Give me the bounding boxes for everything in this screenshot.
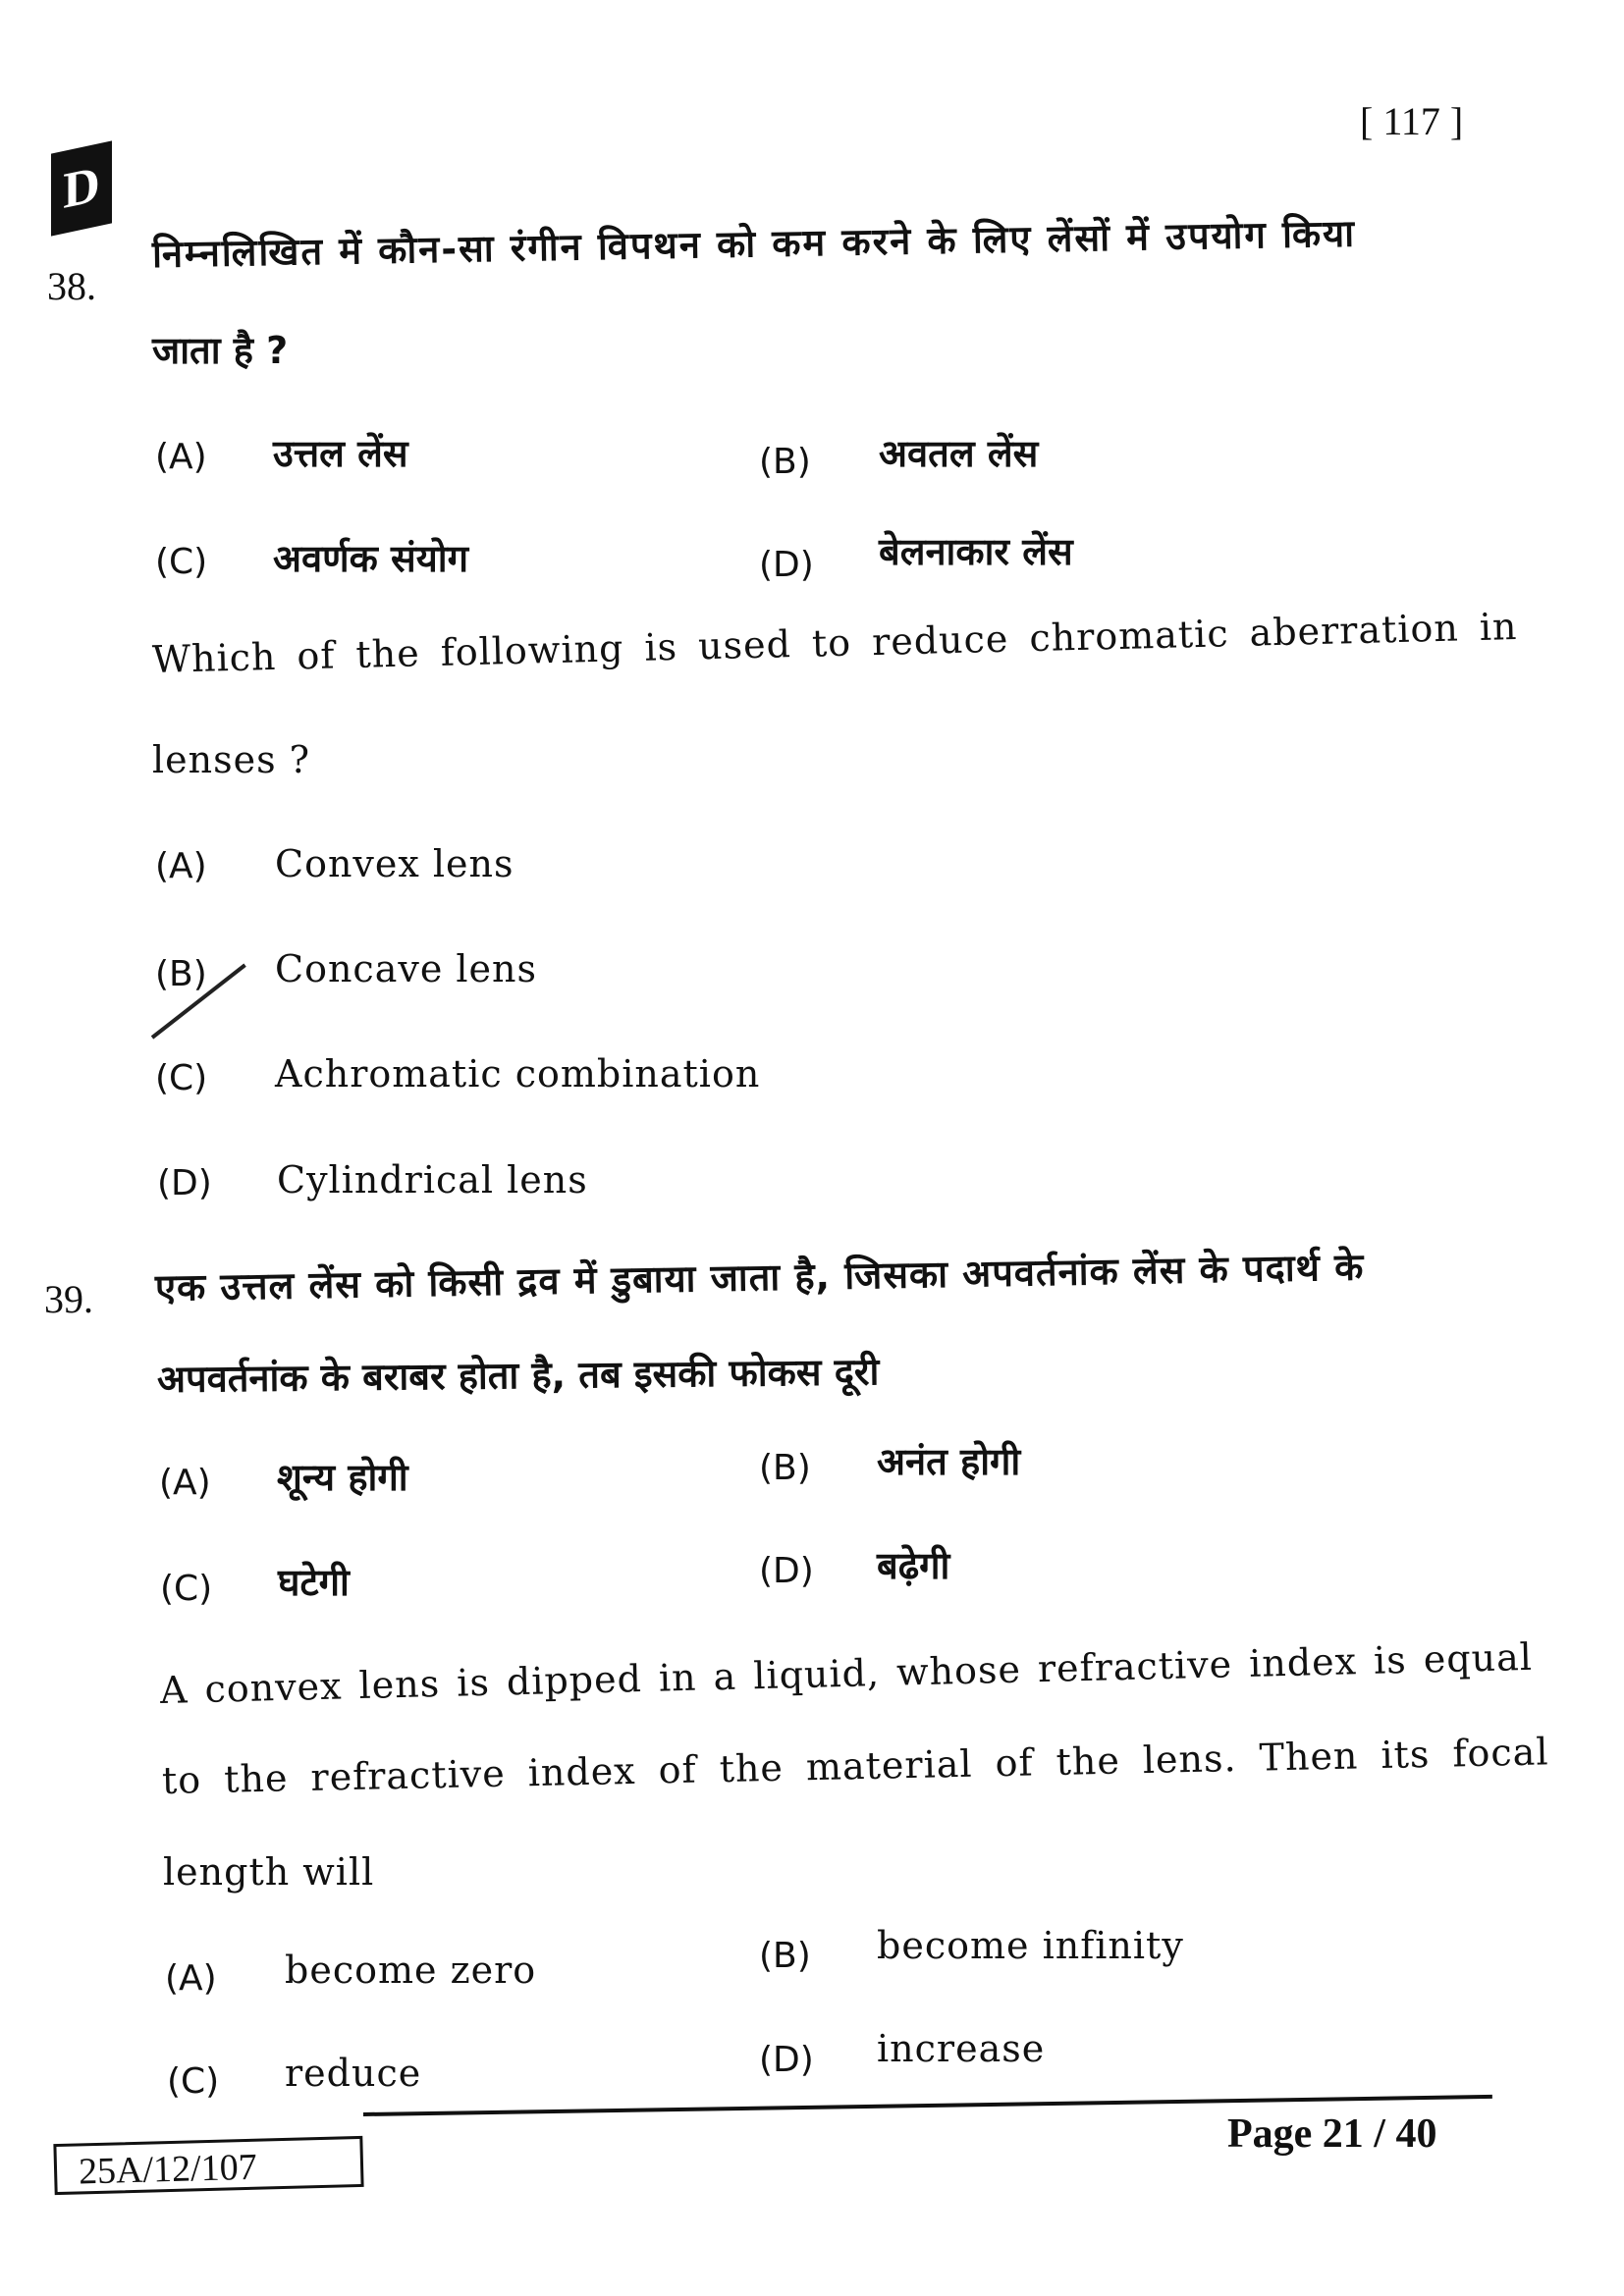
question-text-english: length will <box>163 1850 375 1894</box>
option-label: (C) <box>155 1058 208 1098</box>
option-text: घटेगी <box>278 1561 350 1604</box>
option-label: (B) <box>759 1936 811 1976</box>
option-label: (A) <box>165 1958 217 1999</box>
option-text: अवतल लेंस <box>879 432 1039 475</box>
option-text: reduce <box>285 2052 422 2095</box>
option-label: (B) <box>759 1448 811 1488</box>
option-label: (C) <box>160 1569 213 1609</box>
option-text: Convex lens <box>275 842 514 885</box>
question-text-hindi: एक उत्तल लेंस को किसी द्रव में डुबाया जाता है, जिसका अपवर्तनांक लेंस के पदार्थ के <box>154 1245 1365 1309</box>
question-text-hindi: जाता है ? <box>152 329 289 372</box>
set-badge: D <box>51 140 112 236</box>
question-text-english: A convex lens is dipped in a liquid, whose refractive index is equal <box>159 1634 1534 1712</box>
option-label: (D) <box>759 545 814 585</box>
option-label: (D) <box>759 1551 814 1591</box>
option-text: अवर्णक संयोग <box>273 537 469 580</box>
option-label: (B) <box>759 442 811 482</box>
option-label: (D) <box>157 1163 212 1203</box>
option-text: Cylindrical lens <box>277 1158 588 1201</box>
question-text-english: lenses ? <box>152 738 311 781</box>
option-label: (C) <box>167 2061 220 2102</box>
page-reference: [ 117 ] <box>1360 99 1464 143</box>
option-label: (B) <box>155 954 207 994</box>
option-text: अनंत होगी <box>877 1440 1021 1483</box>
option-text: increase <box>877 2027 1046 2070</box>
question-text-english: to the refractive index of the material of the lens. Then its focal <box>161 1730 1549 1802</box>
option-text: become zero <box>285 1949 537 1992</box>
question-number: 39. <box>44 1277 93 1321</box>
question-text-english: Which of the following is used to reduce chromatic aberration in <box>151 605 1518 681</box>
option-text: Concave lens <box>275 947 538 990</box>
option-text: become infinity <box>877 1924 1184 1967</box>
option-label: (D) <box>759 2040 814 2080</box>
option-text: शून्य होगी <box>277 1456 408 1499</box>
option-text: बढ़ेगी <box>877 1544 950 1587</box>
question-text-hindi: निम्नलिखित में कौन-सा रंगीन विपथन को कम करने के लिए लेंसों में उपयोग किया <box>151 211 1357 276</box>
page-number: Page 21 / 40 <box>1227 2111 1437 2157</box>
question-text-hindi: अपवर्तनांक के बराबर होता है, तब इसकी फोकस दूरी <box>156 1350 880 1401</box>
question-number: 38. <box>47 264 96 308</box>
option-label: (A) <box>155 846 207 886</box>
option-label: (A) <box>159 1463 211 1503</box>
option-text: बेलनाकार लेंस <box>879 530 1073 573</box>
option-text: Achromatic combination <box>275 1052 761 1095</box>
option-label: (A) <box>155 437 207 477</box>
paper-code-box: 25A/12/107 <box>53 2136 363 2195</box>
option-text: उत्तल लेंस <box>273 432 408 475</box>
option-label: (C) <box>155 542 208 582</box>
